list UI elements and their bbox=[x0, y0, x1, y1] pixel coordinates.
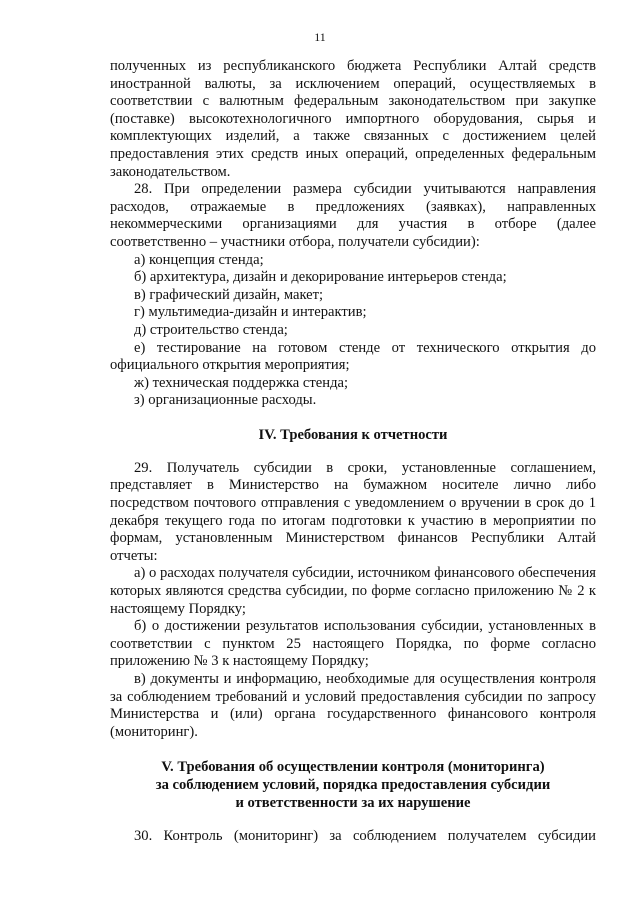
page-number: 11 bbox=[314, 30, 326, 44]
paragraph-29: 29. Получатель субсидии в сроки, установленные соглашением, представляет в Министерство на бумажном носителе лично либо посредством почтового отправления с уведомлением о вручении в срок до 1 декабря текущего года по итогам подготовки к участию в мероприятии по формам, установленным Министерством финансов Республики Алтай отчеты: bbox=[110, 459, 596, 564]
heading-line: и ответственности за их нарушение bbox=[235, 795, 471, 812]
list-item: ж) техническая поддержка стенда; bbox=[134, 374, 349, 391]
heading-line: V. Требования об осуществлении контроля (мониторинга) bbox=[161, 759, 545, 776]
list-item: в) графический дизайн, макет; bbox=[134, 286, 324, 303]
page-body bbox=[110, 58, 596, 846]
list-item: е) тестирование на готовом стенде от технического открытия до официального открытия мероприятия; bbox=[110, 339, 596, 374]
section-heading-v bbox=[110, 758, 596, 812]
list-item: а) концепция стенда; bbox=[134, 251, 264, 268]
paragraph-30: 30. Контроль (мониторинг) за соблюдением получателем субсидии bbox=[134, 828, 596, 845]
list-item: а) о расходах получателя субсидии, источником финансового обеспечения которых являются средства субсидии, по форме согласно приложению № 2 к настоящему Порядку; bbox=[110, 565, 596, 617]
list-item: д) строительство стенда; bbox=[134, 321, 288, 338]
list-item: з) организационные расходы. bbox=[134, 392, 317, 409]
paragraph-continuation: полученных из республиканского бюджета Республики Алтай средств иностранной валюты, за исключением операций, осуществляемых в соответствии с валютным федеральным законодательством при закупке (поставке) высокотехнологичного импортного оборудования, сырья и комплектующих изделий, а также связанных с достижением целей предоставления этих средств иных операций, определенных федеральным законодательством. bbox=[110, 58, 596, 180]
list-item: б) архитектура, дизайн и декорирование интерьеров стенда; bbox=[134, 269, 507, 286]
section-heading-iv: IV. Требования к отчетности bbox=[258, 426, 448, 443]
list-item: в) документы и информацию, необходимые для осуществления контроля за соблюдением требований и условий предоставления субсидии по запросу Министерства и (или) органа государственного финансового контроля (мониторинг). bbox=[110, 671, 596, 740]
list-item: б) о достижении результатов использования субсидии, установленных в соответствии с пунктом 25 настоящего Порядка, по форме согласно приложению № 3 к настоящему Порядку; bbox=[110, 618, 596, 670]
paragraph-28: 28. При определении размера субсидии учитываются направления расходов, отражаемые в предложениях (заявках), направленных некоммерческими организациями для участия в отборе (далее соответственно – участники отбора, получатели субсидии): bbox=[110, 181, 596, 250]
list-item: г) мультимедиа-дизайн и интерактив; bbox=[134, 304, 367, 321]
heading-line: за соблюдением условий, порядка предоставления субсидии bbox=[155, 777, 551, 794]
